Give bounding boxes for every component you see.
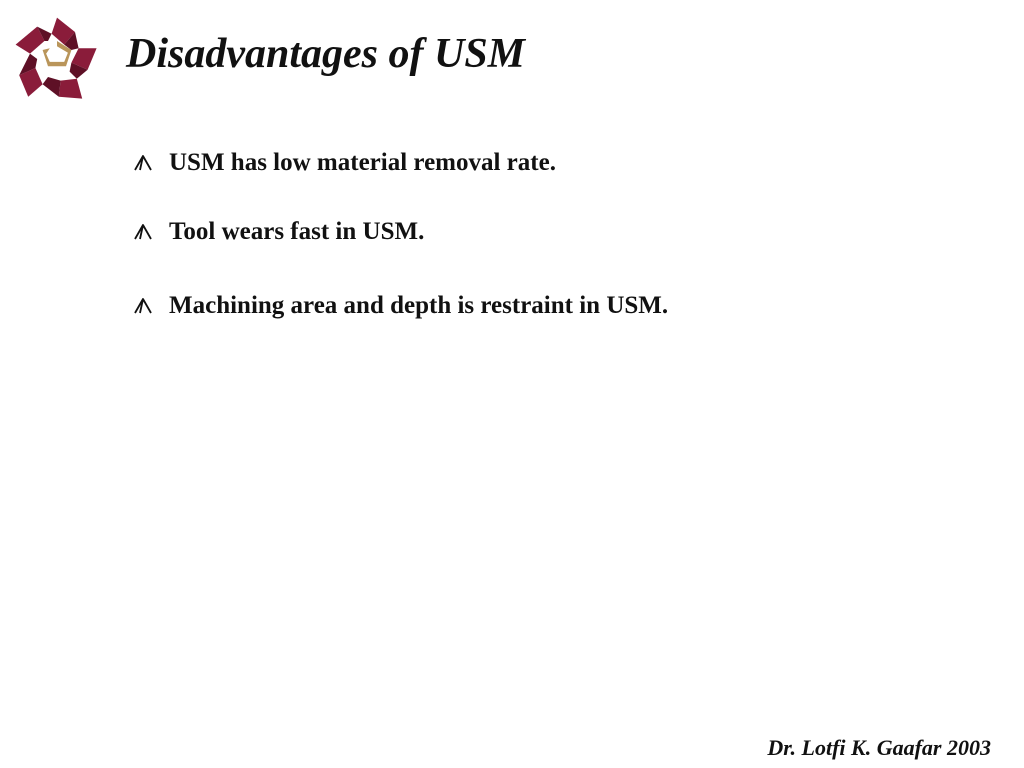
bullet-text: Tool wears fast in USM.	[169, 218, 425, 245]
check-arrow-icon	[132, 153, 154, 173]
bullet-item	[132, 291, 668, 321]
bullet-text: USM has low material removal rate.	[169, 149, 556, 176]
footer-author: Dr. Lotfi K. Gaafar 2003	[767, 735, 991, 760]
bullet-item	[132, 217, 424, 247]
bullet-text: Machining area and depth is restraint in USM.	[169, 292, 669, 319]
bullet-item	[132, 148, 556, 178]
check-arrow-icon	[132, 222, 154, 242]
slide-title: Disadvantages of USM	[126, 31, 526, 77]
pentagon-star-logo-icon	[10, 14, 104, 104]
check-arrow-icon	[132, 296, 154, 316]
